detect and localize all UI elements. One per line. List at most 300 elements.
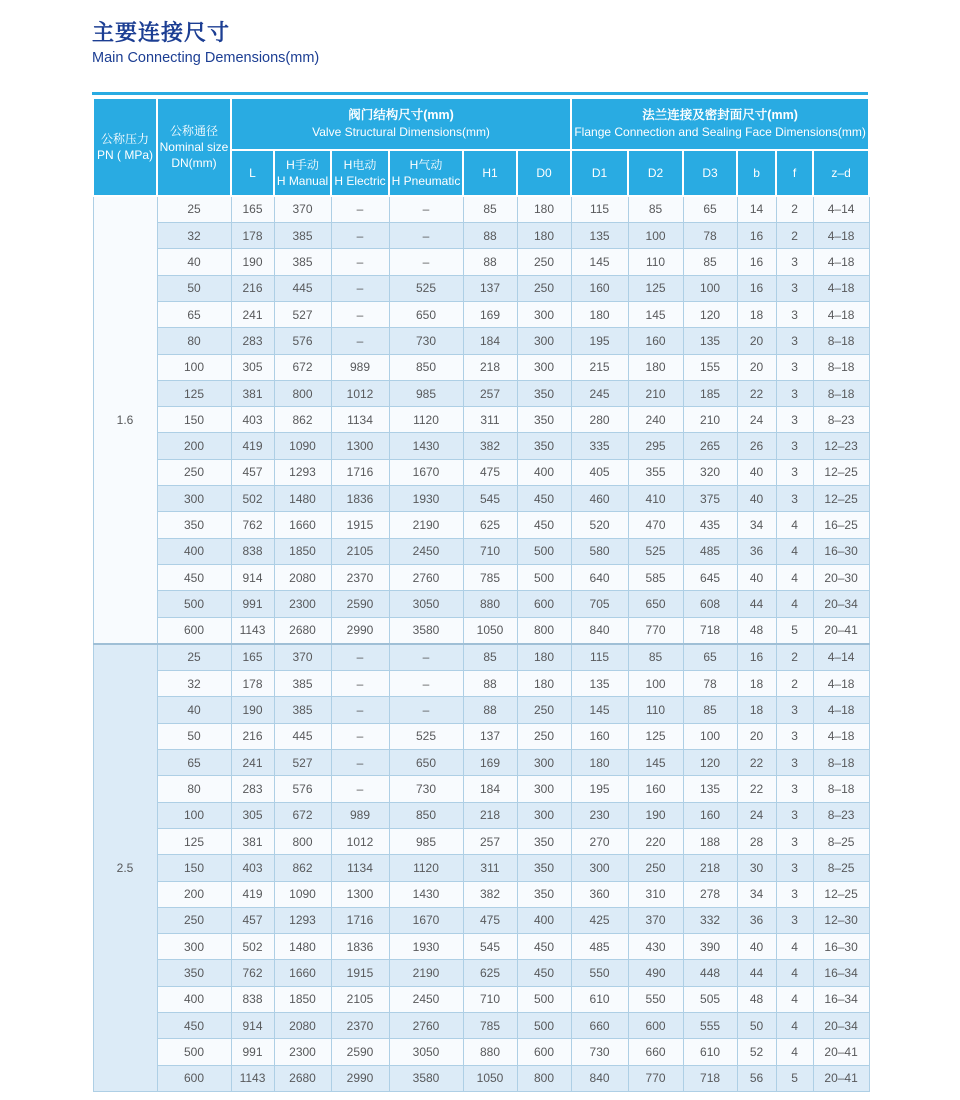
dimension-cell: 838 xyxy=(231,538,274,564)
dimension-cell: 1480 xyxy=(274,934,331,960)
dimension-cell: 218 xyxy=(683,855,737,881)
column-header-h-electric: H电动 H Electric xyxy=(331,150,389,196)
dimension-cell: 4 xyxy=(776,512,813,538)
dimension-cell: 545 xyxy=(463,934,517,960)
dimension-cell: 3 xyxy=(776,328,813,354)
dimension-cell: 115 xyxy=(571,644,628,671)
dimension-cell: 180 xyxy=(628,354,683,380)
dimension-cell: 25 xyxy=(157,644,231,671)
dimension-cell: 2190 xyxy=(389,960,463,986)
table-row xyxy=(93,459,869,485)
dimension-cell: – xyxy=(389,223,463,249)
dimension-cell: 36 xyxy=(737,538,776,564)
dimension-cell: 100 xyxy=(628,671,683,697)
dimension-cell: 32 xyxy=(157,671,231,697)
dimension-cell: 210 xyxy=(628,380,683,406)
dimension-cell: 650 xyxy=(628,591,683,617)
dimension-cell: 26 xyxy=(737,433,776,459)
dimension-cell: 300 xyxy=(517,328,571,354)
dimension-cell: 450 xyxy=(157,1012,231,1038)
dimension-cell: 180 xyxy=(517,644,571,671)
dimension-cell: 44 xyxy=(737,960,776,986)
dimension-cell: 1293 xyxy=(274,459,331,485)
dimension-cell: 585 xyxy=(628,564,683,590)
dimension-cell: 1120 xyxy=(389,855,463,881)
dimension-cell: 460 xyxy=(571,486,628,512)
dimension-cell: 640 xyxy=(571,564,628,590)
dimension-cell: 4–18 xyxy=(813,223,869,249)
dimension-cell: 400 xyxy=(517,907,571,933)
dimension-cell: 4–18 xyxy=(813,275,869,301)
dimension-cell: – xyxy=(331,671,389,697)
dimension-cell: 660 xyxy=(628,1039,683,1065)
dimension-cell: 2105 xyxy=(331,986,389,1012)
dimension-cell: 608 xyxy=(683,591,737,617)
dimension-cell: 1430 xyxy=(389,881,463,907)
dimension-cell: 4–18 xyxy=(813,671,869,697)
dimension-cell: 785 xyxy=(463,1012,517,1038)
dimension-cell: 505 xyxy=(683,986,737,1012)
dimension-cell: 85 xyxy=(463,196,517,223)
dimension-cell: 40 xyxy=(737,459,776,485)
dimension-cell: 300 xyxy=(517,776,571,802)
dimension-cell: 500 xyxy=(157,1039,231,1065)
dimension-cell: 100 xyxy=(683,723,737,749)
dimension-cell: 3 xyxy=(776,380,813,406)
dimension-cell: 580 xyxy=(571,538,628,564)
dimension-cell: 18 xyxy=(737,697,776,723)
dimension-cell: 525 xyxy=(389,723,463,749)
dimension-cell: 989 xyxy=(331,354,389,380)
dimension-cell: 2590 xyxy=(331,1039,389,1065)
dimension-cell: 120 xyxy=(683,301,737,327)
dimension-cell: 178 xyxy=(231,671,274,697)
dimension-cell: 800 xyxy=(517,1065,571,1091)
pn-header-zh: 公称压力 xyxy=(100,131,149,146)
table-row xyxy=(93,433,869,459)
dimension-cell: 250 xyxy=(517,723,571,749)
dimension-cell: 625 xyxy=(463,960,517,986)
dimension-cell: 650 xyxy=(389,301,463,327)
dimension-cell: 1670 xyxy=(389,459,463,485)
dimension-cell: 1660 xyxy=(274,960,331,986)
dimension-cell: 283 xyxy=(231,776,274,802)
dimension-cell: 550 xyxy=(571,960,628,986)
dimension-cell: 88 xyxy=(463,697,517,723)
dimension-cell: 545 xyxy=(463,486,517,512)
dimension-cell: 4 xyxy=(776,986,813,1012)
dimension-cell: 16–30 xyxy=(813,538,869,564)
dimension-cell: 785 xyxy=(463,564,517,590)
dimension-cell: 12–30 xyxy=(813,907,869,933)
column-header-z-d: z–d xyxy=(813,150,869,196)
dimension-cell: 125 xyxy=(628,723,683,749)
dimension-cell: 160 xyxy=(571,723,628,749)
dimension-cell: 230 xyxy=(571,802,628,828)
dimension-cell: 320 xyxy=(683,459,737,485)
dimension-cell: 1930 xyxy=(389,486,463,512)
dimension-cell: 370 xyxy=(628,907,683,933)
dimension-cell: 850 xyxy=(389,354,463,380)
dimension-cell: 150 xyxy=(157,407,231,433)
dimension-cell: – xyxy=(389,249,463,275)
dimension-cell: 770 xyxy=(628,1065,683,1091)
dimension-cell: 610 xyxy=(571,986,628,1012)
dimension-cell: 8–18 xyxy=(813,776,869,802)
dimension-cell: 188 xyxy=(683,828,737,854)
dimension-cell: 100 xyxy=(157,802,231,828)
dimension-cell: 457 xyxy=(231,459,274,485)
dimension-cell: 32 xyxy=(157,223,231,249)
page-subtitle: Main Connecting Demensions(mm) xyxy=(92,50,320,67)
dimension-cell: 555 xyxy=(683,1012,737,1038)
pn-value-cell: 1.6 xyxy=(93,196,157,644)
dimension-cell: 425 xyxy=(571,907,628,933)
dimension-cell: 180 xyxy=(571,301,628,327)
table-row xyxy=(93,644,869,671)
dimension-cell: 914 xyxy=(231,564,274,590)
dimension-cell: 165 xyxy=(231,644,274,671)
spec-page xyxy=(92,20,868,1092)
dimension-cell: 1143 xyxy=(231,1065,274,1091)
dimension-cell: 350 xyxy=(157,960,231,986)
dimension-cell: 3 xyxy=(776,828,813,854)
dimension-cell: 2300 xyxy=(274,1039,331,1065)
dimension-cell: 283 xyxy=(231,328,274,354)
dimension-cell: 20 xyxy=(737,354,776,380)
table-row xyxy=(93,828,869,854)
table-row xyxy=(93,512,869,538)
dimension-cell: 295 xyxy=(628,433,683,459)
dimension-cell: 137 xyxy=(463,723,517,749)
dimension-cell: 160 xyxy=(628,776,683,802)
dimension-cell: 862 xyxy=(274,855,331,881)
dimension-cell: 20 xyxy=(737,723,776,749)
column-header-D3: D3 xyxy=(683,150,737,196)
page-title: 主要连接尺寸 xyxy=(92,20,231,45)
dimension-cell: 710 xyxy=(463,986,517,1012)
dimension-cell: 527 xyxy=(274,301,331,327)
dimension-cell: 300 xyxy=(517,802,571,828)
dimension-cell: 400 xyxy=(517,459,571,485)
dimension-cell: 300 xyxy=(157,934,231,960)
dimension-cell: 40 xyxy=(157,697,231,723)
table-row xyxy=(93,750,869,776)
dimension-cell: 300 xyxy=(517,354,571,380)
dimension-cell: 850 xyxy=(389,802,463,828)
dimension-cell: 762 xyxy=(231,512,274,538)
dimension-cell: 2450 xyxy=(389,986,463,1012)
dimension-cell: 4–14 xyxy=(813,196,869,223)
dimension-cell: 502 xyxy=(231,934,274,960)
dimension-cell: 25 xyxy=(157,196,231,223)
table-row xyxy=(93,776,869,802)
dimension-cell: 28 xyxy=(737,828,776,854)
dimension-cell: 419 xyxy=(231,881,274,907)
dimension-cell: 257 xyxy=(463,380,517,406)
pn-header-en: PN ( MPa) xyxy=(96,147,153,162)
dimension-cell: 610 xyxy=(683,1039,737,1065)
dimension-cell: 3 xyxy=(776,486,813,512)
dimension-cell: 56 xyxy=(737,1065,776,1091)
dimension-cell: 65 xyxy=(683,644,737,671)
dimension-cell: 370 xyxy=(274,196,331,223)
dimension-cell: 450 xyxy=(157,564,231,590)
dimension-cell: 800 xyxy=(274,828,331,854)
dimension-cell: 2080 xyxy=(274,1012,331,1038)
dimension-cell: 250 xyxy=(517,697,571,723)
table-row xyxy=(93,1039,869,1065)
dimension-cell: 34 xyxy=(737,881,776,907)
dimension-cell: 625 xyxy=(463,512,517,538)
dimension-cell: 1670 xyxy=(389,907,463,933)
dimension-cell: 381 xyxy=(231,828,274,854)
dimension-cell: 50 xyxy=(157,723,231,749)
dimension-cell: 445 xyxy=(274,723,331,749)
dimension-cell: 278 xyxy=(683,881,737,907)
dimension-cell: 311 xyxy=(463,407,517,433)
dimension-cell: 311 xyxy=(463,855,517,881)
dimension-cell: 475 xyxy=(463,459,517,485)
dimension-cell: 838 xyxy=(231,986,274,1012)
table-row xyxy=(93,1065,869,1091)
dimension-cell: 3 xyxy=(776,855,813,881)
dimension-cell: 1660 xyxy=(274,512,331,538)
dimension-cell: 4 xyxy=(776,960,813,986)
dimension-cell: 300 xyxy=(157,486,231,512)
table-row xyxy=(93,380,869,406)
dimension-cell: 1143 xyxy=(231,617,274,644)
table-row xyxy=(93,671,869,697)
dimension-cell: 2990 xyxy=(331,1065,389,1091)
dimension-cell: 78 xyxy=(683,671,737,697)
dimension-cell: 48 xyxy=(737,617,776,644)
dimension-cell: 5 xyxy=(776,1065,813,1091)
dimension-cell: 2080 xyxy=(274,564,331,590)
dimension-cell: 190 xyxy=(628,802,683,828)
table-row xyxy=(93,881,869,907)
table-row xyxy=(93,960,869,986)
dimension-cell: 65 xyxy=(157,301,231,327)
dimension-cell: 1836 xyxy=(331,486,389,512)
dimension-cell: 300 xyxy=(571,855,628,881)
dimension-cell: 257 xyxy=(463,828,517,854)
flange-group-zh: 法兰连接及密封面尺寸(mm) xyxy=(642,108,798,123)
dn-header-zh: 公称通径 xyxy=(169,123,218,138)
dimension-cell: 310 xyxy=(628,881,683,907)
table-row xyxy=(93,249,869,275)
dimension-cell: 360 xyxy=(571,881,628,907)
dimension-cell: 730 xyxy=(389,328,463,354)
dimension-cell: 3050 xyxy=(389,1039,463,1065)
dimension-cell: 4 xyxy=(776,1012,813,1038)
dimension-cell: 12–25 xyxy=(813,459,869,485)
dimension-cell: 2450 xyxy=(389,538,463,564)
dimension-cell: 40 xyxy=(157,249,231,275)
dimension-cell: 672 xyxy=(274,802,331,828)
dimension-cell: 20–41 xyxy=(813,1065,869,1091)
table-top-accent-strip xyxy=(92,92,868,95)
dimension-cell: 880 xyxy=(463,1039,517,1065)
dimension-cell: 8–18 xyxy=(813,354,869,380)
dimension-cell: 195 xyxy=(571,328,628,354)
dimension-cell: 190 xyxy=(231,697,274,723)
dimension-cell: 40 xyxy=(737,934,776,960)
dimension-cell: 88 xyxy=(463,249,517,275)
dimension-cell: 1050 xyxy=(463,617,517,644)
dimension-cell: 350 xyxy=(517,881,571,907)
dimension-cell: 16 xyxy=(737,275,776,301)
dimension-cell: 184 xyxy=(463,328,517,354)
dimension-cell: 50 xyxy=(157,275,231,301)
dimension-cell: 4–18 xyxy=(813,301,869,327)
dimension-cell: 450 xyxy=(517,512,571,538)
dimension-cell: 485 xyxy=(571,934,628,960)
dimension-cell: – xyxy=(389,644,463,671)
dimension-cell: 16–34 xyxy=(813,960,869,986)
dimension-cell: 200 xyxy=(157,433,231,459)
dimension-cell: 600 xyxy=(628,1012,683,1038)
dimension-cell: 52 xyxy=(737,1039,776,1065)
dimension-cell: 30 xyxy=(737,855,776,881)
dimension-cell: 20–41 xyxy=(813,1039,869,1065)
dimension-cell: 250 xyxy=(157,459,231,485)
dimension-cell: 1716 xyxy=(331,459,389,485)
dimension-cell: 527 xyxy=(274,750,331,776)
column-header-pn xyxy=(93,98,157,196)
dimension-cell: 137 xyxy=(463,275,517,301)
dimension-cell: 350 xyxy=(517,407,571,433)
dimension-cell: 180 xyxy=(517,196,571,223)
dimension-cell: 2 xyxy=(776,196,813,223)
dimension-cell: 24 xyxy=(737,802,776,828)
dimension-cell: 180 xyxy=(517,671,571,697)
dimension-cell: 180 xyxy=(517,223,571,249)
dimension-cell: 250 xyxy=(517,249,571,275)
dimension-cell: 115 xyxy=(571,196,628,223)
group-header-flange-connection xyxy=(571,98,869,150)
dimension-cell: 500 xyxy=(517,1012,571,1038)
dimension-cell: 985 xyxy=(389,380,463,406)
dimension-cell: 450 xyxy=(517,486,571,512)
dimension-cell: – xyxy=(331,196,389,223)
dimension-cell: 350 xyxy=(157,512,231,538)
dimension-cell: – xyxy=(331,301,389,327)
dimension-cell: 600 xyxy=(157,617,231,644)
dimension-cell: 2680 xyxy=(274,1065,331,1091)
dimension-cell: 8–18 xyxy=(813,750,869,776)
dimension-cell: 145 xyxy=(571,249,628,275)
dimension-cell: 40 xyxy=(737,486,776,512)
dimension-cell: 2 xyxy=(776,644,813,671)
dimension-cell: 16 xyxy=(737,223,776,249)
dimension-cell: 125 xyxy=(628,275,683,301)
dimension-cell: 470 xyxy=(628,512,683,538)
dimension-cell: 1915 xyxy=(331,960,389,986)
dimension-cell: 218 xyxy=(463,802,517,828)
table-row xyxy=(93,223,869,249)
dimension-cell: 135 xyxy=(683,776,737,802)
dimension-cell: 3 xyxy=(776,776,813,802)
dimension-cell: 8–25 xyxy=(813,828,869,854)
dimension-cell: 14 xyxy=(737,196,776,223)
table-body xyxy=(93,196,869,1092)
table-row xyxy=(93,538,869,564)
dimension-cell: 385 xyxy=(274,671,331,697)
dimension-cell: 400 xyxy=(157,538,231,564)
dimension-cell: 500 xyxy=(157,591,231,617)
dimension-cell: 862 xyxy=(274,407,331,433)
table-row xyxy=(93,328,869,354)
dimension-cell: 718 xyxy=(683,1065,737,1091)
dimension-cell: 160 xyxy=(628,328,683,354)
dimension-cell: 335 xyxy=(571,433,628,459)
dimension-cell: 1134 xyxy=(331,855,389,881)
table-row xyxy=(93,564,869,590)
dimension-cell: 650 xyxy=(389,750,463,776)
dimension-cell: 419 xyxy=(231,433,274,459)
table-row xyxy=(93,196,869,223)
dimension-cell: – xyxy=(389,196,463,223)
dimension-cell: 350 xyxy=(517,433,571,459)
dimension-cell: 4 xyxy=(776,564,813,590)
dimension-cell: 475 xyxy=(463,907,517,933)
dimension-cell: 390 xyxy=(683,934,737,960)
dimension-cell: 430 xyxy=(628,934,683,960)
dimension-cell: 502 xyxy=(231,486,274,512)
dimension-cell: 12–23 xyxy=(813,433,869,459)
dimension-cell: 34 xyxy=(737,512,776,538)
dimension-cell: 88 xyxy=(463,671,517,697)
dimension-cell: 382 xyxy=(463,433,517,459)
dimension-cell: 145 xyxy=(628,301,683,327)
dimension-cell: 155 xyxy=(683,354,737,380)
dimension-cell: 403 xyxy=(231,855,274,881)
group-header-valve-structural xyxy=(231,98,571,150)
dimension-cell: 135 xyxy=(571,223,628,249)
dimension-cell: – xyxy=(331,223,389,249)
dimension-cell: 600 xyxy=(517,1039,571,1065)
column-header-dn xyxy=(157,98,231,196)
dimension-cell: 88 xyxy=(463,223,517,249)
dimension-cell: 2190 xyxy=(389,512,463,538)
dimension-cell: 350 xyxy=(517,828,571,854)
dimension-cell: 125 xyxy=(157,828,231,854)
table-row xyxy=(93,802,869,828)
dimension-cell: 48 xyxy=(737,986,776,1012)
dimension-cell: – xyxy=(331,275,389,301)
dimension-cell: 270 xyxy=(571,828,628,854)
dimension-cell: 1930 xyxy=(389,934,463,960)
dimension-cell: 265 xyxy=(683,433,737,459)
dimension-cell: 180 xyxy=(571,750,628,776)
dimension-cell: 150 xyxy=(157,855,231,881)
dn-header-en1: Nominal size xyxy=(159,139,229,154)
column-header-f: f xyxy=(776,150,813,196)
dimension-cell: 3 xyxy=(776,433,813,459)
flange-group-en: Flange Connection and Sealing Face Dimensions(mm) xyxy=(574,125,866,140)
dimension-cell: 165 xyxy=(231,196,274,223)
dimension-cell: 385 xyxy=(274,249,331,275)
dimension-cell: 85 xyxy=(683,697,737,723)
dimension-cell: 840 xyxy=(571,1065,628,1091)
table-row xyxy=(93,591,869,617)
dimension-cell: 1850 xyxy=(274,986,331,1012)
dimension-cell: 385 xyxy=(274,223,331,249)
dimension-cell: 1836 xyxy=(331,934,389,960)
dimension-cell: 184 xyxy=(463,776,517,802)
dimension-cell: 220 xyxy=(628,828,683,854)
